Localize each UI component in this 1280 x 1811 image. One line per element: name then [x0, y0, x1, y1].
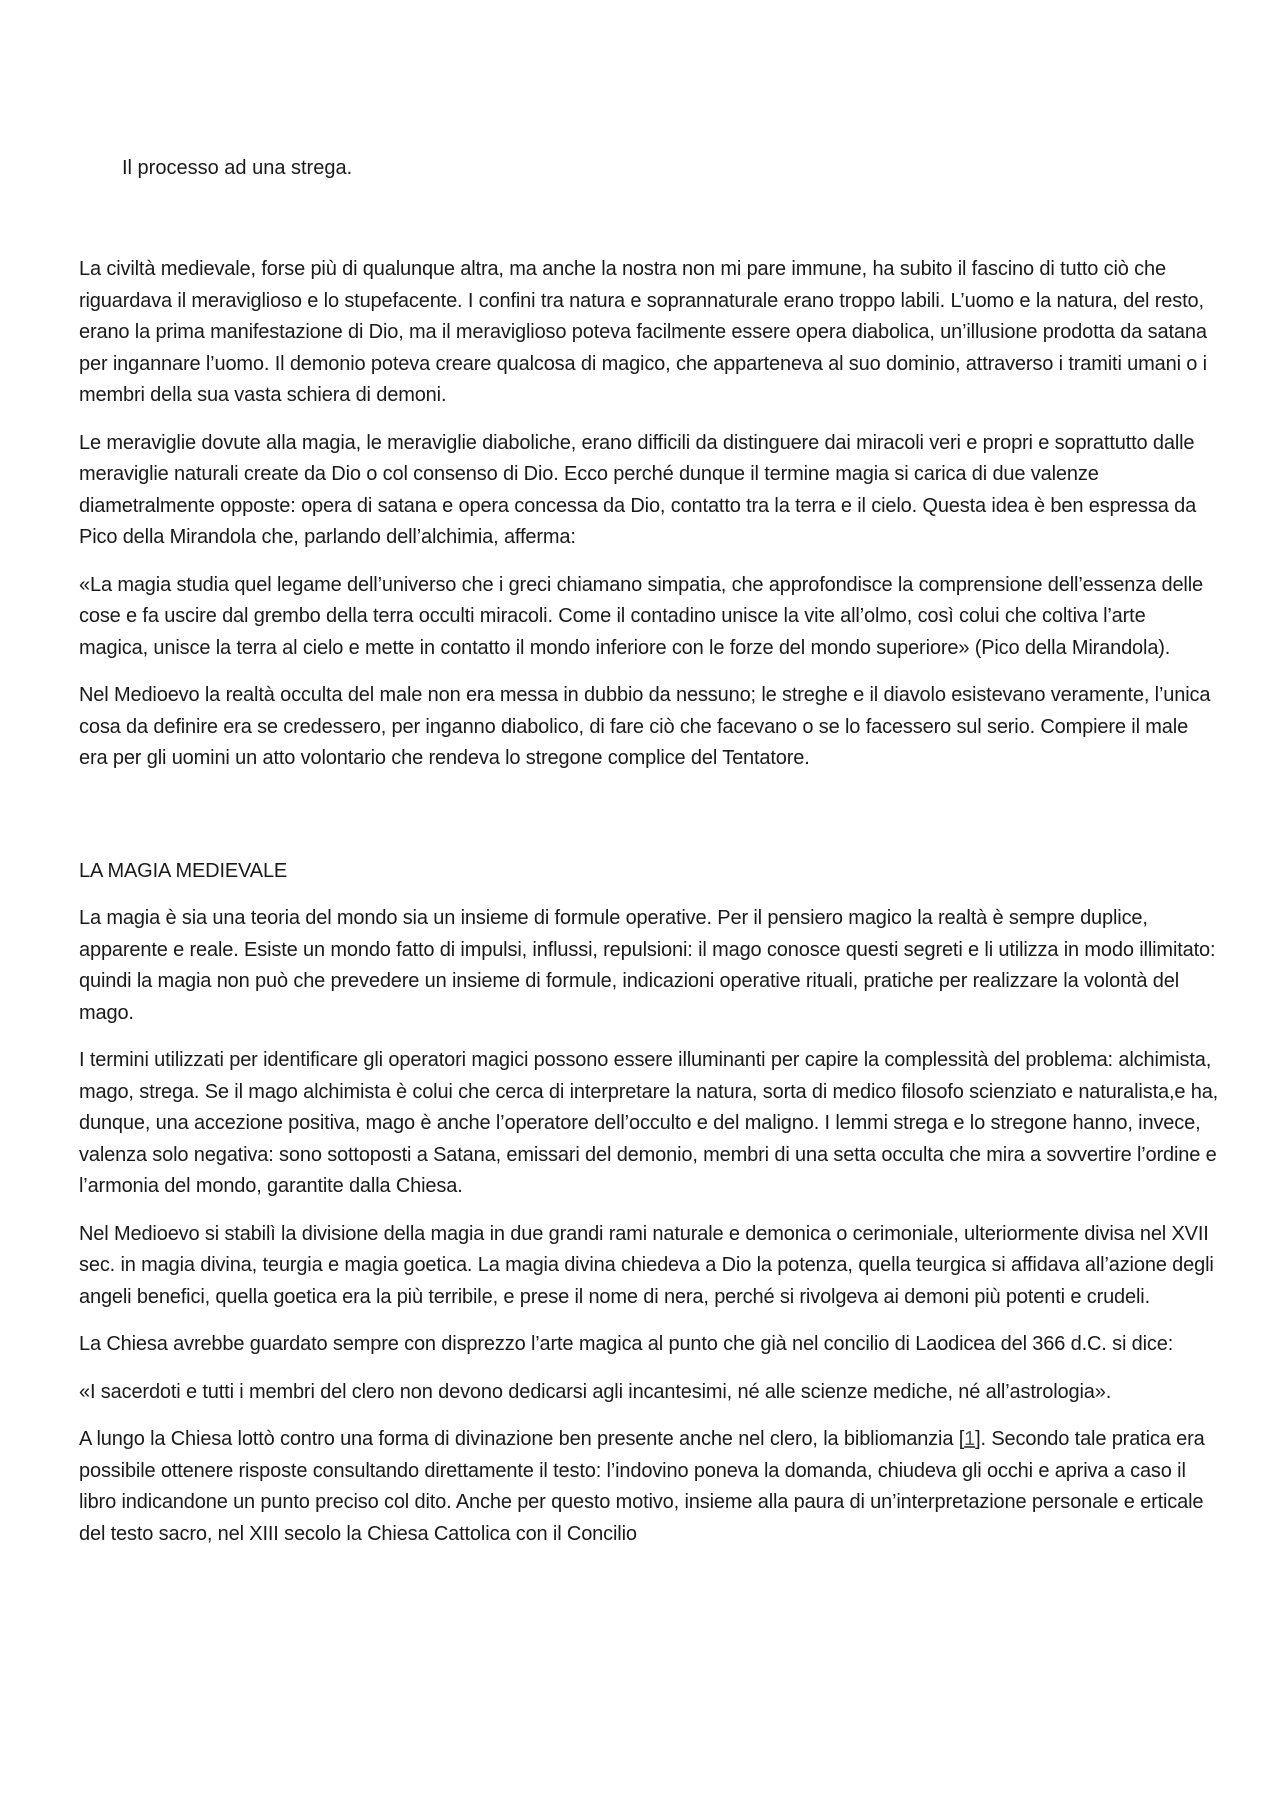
paragraph: Nel Medioevo si stabilì la divisione della magia in due grandi rami naturale e demonica o cerimoniale, ulteriormente divisa nel XVII sec. in magia divina, teurgia e magia goetica. La magia divina chiedeva a Dio la potenza, quella teurgica si affidava all’azione degli angeli benefici, quella goetica era la più terribile, e prese il nome di nera, perché si rivolgeva ai demoni più potenti e crudeli.: [79, 1222, 1214, 1308]
paragraph: Le meraviglie dovute alla magia, le meraviglie diaboliche, erano difficili da distinguere dai miracoli veri e propri e soprattutto dalle meraviglie naturali create da Dio o col consenso di Dio. Ecco perché dunque il termine magia si carica di due valenze diametralmente opposte: opera di satana e opera concessa da Dio, contatto tra la terra e il cielo. Questa idea è ben espressa da Pico della Mirandola che, parlando dell’alchimia, afferma:: [79, 431, 1197, 548]
footnote-bracket-open: [: [958, 1428, 965, 1450]
section-heading: LA MAGIA MEDIEVALE: [79, 859, 288, 882]
document-title: Il processo ad una strega.: [122, 157, 353, 179]
document-body: [79, 254, 1219, 1566]
quote-paragraph: «I sacerdoti e tutti i membri del clero non devono dedicarsi agli incantesimi, né alle scienze mediche, né all’astrologia».: [79, 1380, 1112, 1403]
paragraph-with-footnote: [79, 1424, 1219, 1550]
paragraph-text-before-footnote: A lungo la Chiesa lottò contro una forma di divinazione ben presente anche nel clero, la bibliomanzia: [79, 1428, 959, 1450]
paragraph: La Chiesa avrebbe guardato sempre con disprezzo l’arte magica al punto che già nel concilio di Laodicea del 366 d.C. si dice:: [79, 1333, 1174, 1355]
footnote-link[interactable]: 1: [964, 1428, 976, 1450]
paragraph: La magia è sia una teoria del mondo sia un insieme di formule operative. Per il pensiero magico la realtà è sempre duplice, apparente e reale. Esiste un mondo fatto di impulsi, influssi, repulsioni: il mago conosce questi segreti e li utilizza in modo illimitato: quindi la magia non può che prevedere un insieme di formule, indicazioni operative rituali, pratiche per realizzare la volontà del mago.: [79, 907, 1216, 1024]
blank-space: [79, 791, 1219, 856]
quote-paragraph: «La magia studia quel legame dell’universo che i greci chiamano simpatia, che approfondisce la comprensione dell’essenza delle cose e fa uscire dal grembo della terra occulti miracoli. Come il contadino unisce la vite all’olmo, così colui che coltiva l’arte magica, unisce la terra al cielo e mette in contatto il mondo inferiore con le forze del mondo superiore» (Pico della Mirandola).: [79, 573, 1203, 659]
footnote-bracket-close: ]: [975, 1428, 981, 1450]
paragraph-text-after-footnote: . Secondo tale pratica era possibile ottenere risposte consultando direttamente il testo: l’indovino poneva la domanda, chiudeva gli occhi e apriva a caso il libro indicandone un punto preciso col dito. Anche per questo motivo, insieme alla paura di un’interpretazione personale e erticale del testo sacro, nel XIII secolo la Chiesa Cattolica con il Concilio: [79, 1428, 1205, 1545]
paragraph: La civiltà medievale, forse più di qualunque altra, ma anche la nostra non mi pare immune, ha subito il fascino di tutto ciò che riguardava il meraviglioso e lo stupefacente. I confini tra natura e soprannaturale erano troppo labili. L’uomo e la natura, del resto, erano la prima manifestazione di Dio, ma il meraviglioso poteva facilmente essere opera diabolica, un’illusione prodotta da satana per ingannare l’uomo. Il demonio poteva creare qualcosa di magico, che apparteneva al suo dominio, attraverso i tramiti umani o i membri della sua vasta schiera di demoni.: [79, 258, 1207, 406]
paragraph: I termini utilizzati per identificare gli operatori magici possono essere illuminanti per capire la complessità del problema: alchimista, mago, strega. Se il mago alchimista è colui che cerca di interpretare la natura, sorta di medico filosofo scienziato e naturalista,e ha, dunque, una accezione positiva, mago è anche l’operatore dell’occulto e del maligno. I lemmi strega e lo stregone hanno, invece, valenza solo negativa: sono sottoposti a Satana, emissari del demonio, membri di una setta occulta che mira a sovvertire l’ordine e l’armonia del mondo, garantite dalla Chiesa.: [79, 1049, 1219, 1197]
paragraph: Nel Medioevo la realtà occulta del male non era messa in dubbio da nessuno; le streghe e il diavolo esistevano veramente, l’unica cosa da definire era se credessero, per inganno diabolico, di fare ciò che facevano o se lo facessero sul serio. Compiere il male era per gli uomini un atto volontario che rendeva lo stregone complice del Tentatore.: [79, 684, 1211, 769]
